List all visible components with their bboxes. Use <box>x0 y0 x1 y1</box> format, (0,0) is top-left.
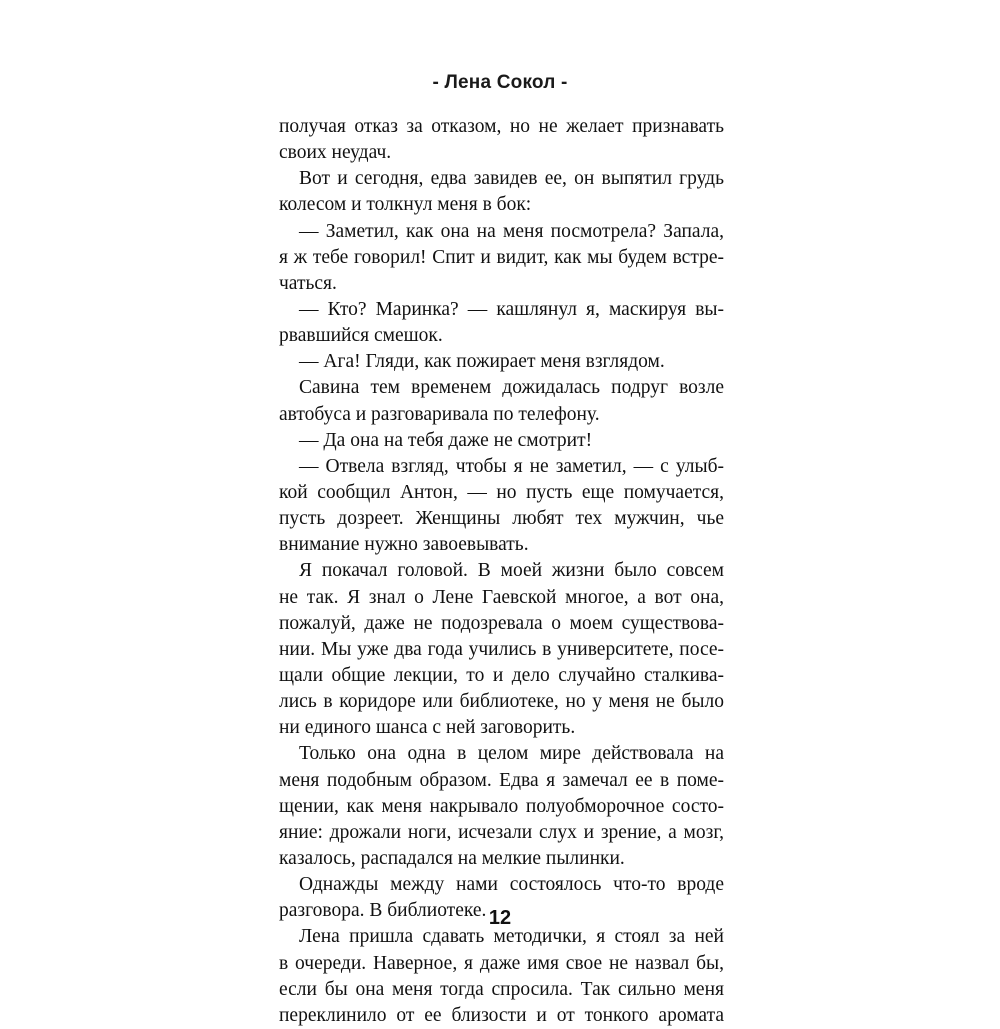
running-header: - Лена Сокол - <box>432 72 568 93</box>
text-line: Лена пришла сдавать методички, я стоял за ней <box>299 926 724 948</box>
text-line: — Да она на тебя даже не смотрит! <box>299 429 593 451</box>
text-line: если бы она меня тогда спросила. Так сильно меня <box>279 978 724 1000</box>
text-line: в очереди. Наверное, я даже имя свое не назвал бы, <box>279 952 724 974</box>
text-line: — Ага! Гляди, как пожирает меня взглядом. <box>299 351 665 373</box>
text-line: — Отвела взгляд, чтобы я не заметил, — с улыб- <box>299 455 724 477</box>
body-text <box>279 114 724 1029</box>
text-line: колесом и толкнул меня в бок: <box>279 194 532 216</box>
text-line: кой сообщил Антон, — но пусть еще помучается, <box>279 481 724 503</box>
text-line: Однажды между нами состоялось что-то вроде <box>299 874 724 896</box>
text-line: пусть дозреет. Женщины любят тех мужчин, чье <box>279 508 724 530</box>
text-line: переклинило от ее близости и от тонкого аромата <box>279 1004 724 1026</box>
text-line: Только она одна в целом мире действовала на <box>299 743 724 765</box>
page-number: 12 <box>488 907 512 929</box>
text-line: я ж тебе говорил! Спит и видит, как мы будем встре- <box>279 246 724 268</box>
text-line: — Кто? Маринка? — кашлянул я, маскируя вы- <box>299 298 724 320</box>
text-line: Савина тем временем дожидалась подруг возле <box>299 377 724 399</box>
text-line: Вот и сегодня, едва завидев ее, он выпятил грудь <box>299 168 724 190</box>
text-line: — Заметил, как она на меня посмотрела? Запала, <box>299 220 724 242</box>
text-line: автобуса и разговаривала по телефону. <box>279 403 600 425</box>
text-line: ни единого шанса с ней заговорить. <box>279 717 576 739</box>
text-line: лись в коридоре или библиотеке, но у меня не было <box>279 691 724 713</box>
text-line: не так. Я знал о Лене Гаевской многое, а вот она, <box>279 586 724 608</box>
text-line: Я покачал головой. В моей жизни было совсем <box>299 560 724 582</box>
text-line: казалось, распадался на мелкие пылинки. <box>279 847 625 869</box>
text-line: своих неудач. <box>279 142 392 164</box>
text-line: яние: дрожали ноги, исчезали слух и зрение, а мозг, <box>279 821 724 843</box>
text-line: щали общие лекции, то и дело случайно сталкива- <box>279 664 724 686</box>
text-line: нии. Мы уже два года учились в университете, посе- <box>279 638 724 660</box>
text-line: щении, как меня накрывало полуобморочное состо- <box>279 795 724 817</box>
text-line: разговора. В библиотеке. <box>279 900 487 922</box>
text-line: чаться. <box>279 272 337 294</box>
text-line: внимание нужно завоевывать. <box>279 534 529 556</box>
text-line: пожалуй, даже не подозревала о моем существова- <box>279 612 724 634</box>
text-line: рвавшийся смешок. <box>279 325 443 347</box>
text-line: меня подобным образом. Едва я замечал ее в помe- <box>279 769 724 791</box>
text-line: получая отказ за отказом, но не желает признавать <box>279 116 724 137</box>
